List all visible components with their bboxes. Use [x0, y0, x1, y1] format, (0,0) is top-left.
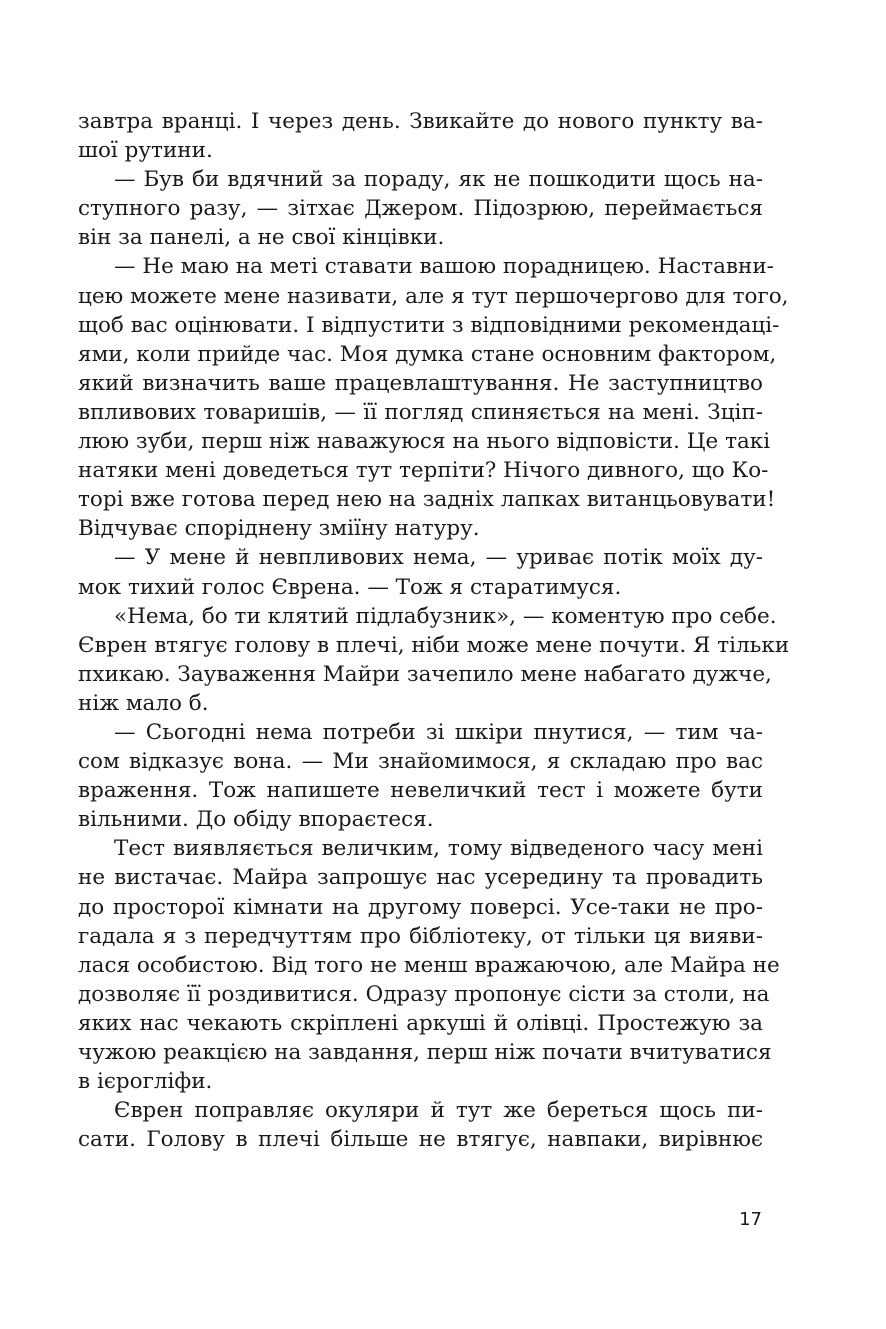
text-line: ніж мало б.	[78, 690, 209, 716]
text-line: він за панелі, а не свої кінцівки.	[78, 225, 445, 251]
text-line: сати. Голову в плечі більше не втягує, навпаки, вирівнює	[78, 1127, 763, 1153]
page-number: 17	[739, 1209, 762, 1230]
text-line: люю зуби, перш ніж наважуюся на нього відповісти. Це такі	[78, 429, 771, 455]
text-line: натяки мені доведеться тут терпіти? Нічого дивного, що Ко-	[78, 458, 769, 484]
text-line: Єврен втягує голову в плечі, ніби може мене почути. Я тільки	[78, 632, 790, 658]
text-line: цею можете мене називати, але я тут першочергово для того,	[78, 283, 789, 309]
text-line: «Нема, бо ти клятий підлабузник», — коментую про себе.	[114, 603, 777, 629]
text-line: мок тихий голос Єврена. — Тож я старатимуся.	[78, 574, 622, 600]
text-line: гадала я з передчуттям про бібліотеку, от тільки ця вияви-	[78, 923, 763, 949]
text-line: — У мене й невпливових нема, — уриває потік моїх ду-	[114, 545, 763, 571]
text-line: дозволяє її роздивитися. Одразу пропонує сісти за столи, на	[78, 981, 770, 1007]
text-line: торі вже готова перед нею на задніх лапках витанцьовувати!	[78, 487, 776, 513]
text-line: — Не маю на меті ставати вашою порадницею. Наставни-	[114, 254, 774, 280]
text-line: Єврен поправляє окуляри й тут же береться щось пи-	[114, 1098, 763, 1124]
text-line: Відчуває споріднену зміїну натуру.	[78, 516, 480, 542]
text-line: завтра вранці. І через день. Звикайте до нового пункту ва-	[78, 109, 763, 134]
text-line: який визначить ваше працевлаштування. Не заступництво	[78, 370, 763, 396]
text-line: до просторої кімнати на другому поверсі. Усе-таки не про-	[78, 894, 763, 920]
text-line: пхикаю. Зауваження Майри зачепило мене набагато дужче,	[78, 661, 772, 687]
text-line: враження. Тож напишете невеличкий тест і можете бути	[78, 778, 763, 804]
text-line: в ієрогліфи.	[78, 1069, 213, 1095]
text-line: чужою реакцією на завдання, перш ніж почати вчитуватися	[78, 1040, 772, 1065]
text-line: яких нас чекають скріплені аркуші й олівці. Простежую за	[78, 1010, 763, 1036]
text-line: Тест виявляється величким, тому відведеного часу мені	[114, 836, 763, 862]
text-line: ступного разу, — зітхає Джером. Підозрюю, переймається	[78, 196, 763, 222]
body-text	[78, 107, 790, 1154]
text-line: шої рутини.	[78, 138, 213, 164]
text-line: — Був би вдячний за пораду, як не пошкодити щось на-	[114, 167, 763, 193]
text-line: вільними. До обіду впораєтеся.	[78, 807, 434, 833]
text-line: сом відказує вона. — Ми знайомимося, я складаю про вас	[78, 749, 763, 775]
text-line: ями, коли прийде час. Моя думка стане основним фактором,	[78, 341, 777, 367]
text-line: лася особистою. Від того не менш вражаючою, але Майра не	[78, 952, 780, 978]
text-line: щоб вас оцінювати. І відпустити з відповідними рекомендаці-	[78, 312, 780, 338]
text-line: — Сьогодні нема потреби зі шкіри пнутися, — тим ча-	[114, 719, 763, 745]
text-line: впливових товаришів, — її погляд спиняється на мені. Зціп-	[78, 399, 763, 425]
text-line: не вистачає. Майра запрошує нас усередину та провадить	[78, 865, 763, 891]
